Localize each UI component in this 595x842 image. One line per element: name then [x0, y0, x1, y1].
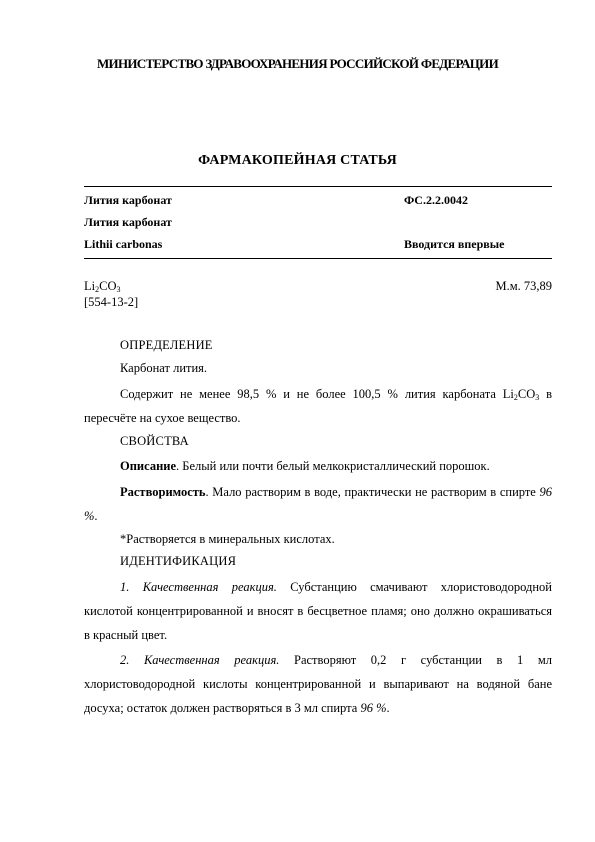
article-status: Вводится впервые — [404, 237, 505, 251]
title-block-top-rule — [84, 186, 552, 187]
identification-test-1: 1. Качественная реакция. Субстанцию смачивают хлористоводородной кислотой концентрированной и вносят в бесцветное пламя; оно должно окрашиваться в красный цвет. — [84, 580, 552, 642]
title-block-bottom-rule — [84, 258, 552, 259]
substance-name-ru-2: Лития карбонат — [84, 215, 172, 229]
ministry-heading: МИНИСТЕРСТВО ЗДРАВООХРАНЕНИЯ РОССИЙСКОЙ ФЕДЕРАЦИИ — [96, 56, 499, 71]
identification-test-2: 2. Качественная реакция. Растворяют 0,2 г субстанции в 1 мл хлористоводородной кислоты концентрированной и выпаривают на водяной бане досуха; остаток должен растворяться в 3 мл спирта 96 %. — [84, 653, 552, 715]
solubility-note: *Растворяется в минеральных кислотах. — [120, 532, 335, 546]
section-definition-heading: ОПРЕДЕЛЕНИЕ — [120, 338, 213, 352]
substance-name-latin: Lithii carbonas — [84, 237, 163, 251]
chemical-formula: $Li_2CO_3$ — [84, 279, 121, 294]
description-paragraph: Описание. Белый или почти белый мелкокристаллический порошок. — [120, 459, 490, 473]
section-identification-heading: ИДЕНТИФИКАЦИЯ — [120, 554, 237, 568]
substance-name-ru: Лития карбонат — [84, 193, 172, 207]
article-title: ФАРМАКОПЕЙНАЯ СТАТЬЯ — [198, 153, 397, 168]
section-properties-heading: СВОЙСТВА — [120, 434, 189, 448]
definition-content-paragraph: Содержит не менее 98,5 % и не более 100,5 % лития карбоната $Li_2CO_3$ в пересчёте на сухое вещество. — [84, 387, 552, 425]
cas-number: [554-13-2] — [84, 295, 139, 309]
molecular-mass: М.м. 73,89 — [495, 279, 552, 293]
definition-line: Карбонат лития. — [120, 361, 208, 375]
article-code: ФС.2.2.0042 — [404, 193, 468, 207]
solubility-paragraph: Растворимость. Мало растворим в воде, практически не растворим в спирте 96 %. — [84, 485, 552, 523]
